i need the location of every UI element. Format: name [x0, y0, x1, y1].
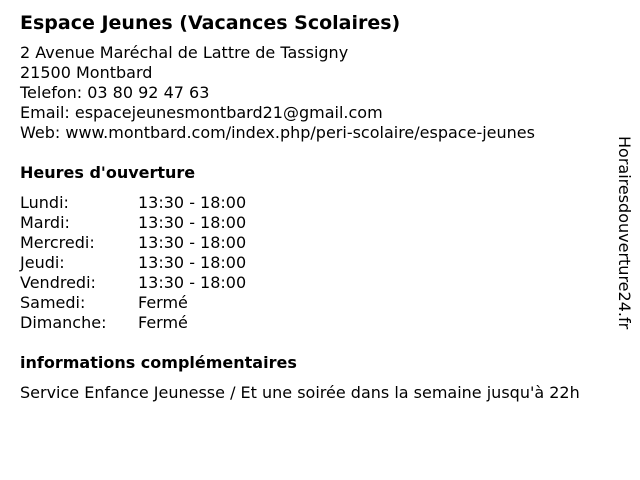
listing-card	[20, 10, 600, 403]
street-address: 2 Avenue Maréchal de Lattre de Tassigny	[20, 43, 349, 62]
hours-row-wednesday	[20, 233, 600, 253]
hours-row-monday	[20, 193, 600, 213]
site-watermark: Horairesdouverture24.fr	[615, 136, 634, 330]
day-label: Jeudi:	[20, 253, 65, 272]
email-address: Email: espacejeunesmontbard21@gmail.com	[20, 103, 383, 122]
page-title: Espace Jeunes (Vacances Scolaires)	[20, 12, 401, 34]
hours-heading: Heures d'ouverture	[20, 163, 196, 182]
hours-row-tuesday	[20, 213, 600, 233]
day-hours: 13:30 - 18:00	[138, 253, 247, 272]
city-postcode: 21500 Montbard	[20, 63, 153, 82]
opening-hours-list	[20, 193, 600, 333]
phone-number: Telefon: 03 80 92 47 63	[20, 83, 210, 102]
day-label: Mercredi:	[20, 233, 95, 252]
day-label: Vendredi:	[20, 273, 96, 292]
day-label: Dimanche:	[20, 313, 107, 332]
info-heading: informations complémentaires	[20, 353, 297, 372]
hours-row-friday	[20, 273, 600, 293]
day-hours: Fermé	[138, 293, 188, 312]
day-hours: 13:30 - 18:00	[138, 233, 247, 252]
day-hours: 13:30 - 18:00	[138, 193, 247, 212]
hours-row-saturday	[20, 293, 600, 313]
day-hours: Fermé	[138, 313, 188, 332]
hours-row-sunday	[20, 313, 600, 333]
day-label: Samedi:	[20, 293, 86, 312]
day-hours: 13:30 - 18:00	[138, 273, 247, 292]
day-hours: 13:30 - 18:00	[138, 213, 247, 232]
website-url: Web: www.montbard.com/index.php/peri-scolaire/espace-jeunes	[20, 123, 535, 142]
hours-row-thursday	[20, 253, 600, 273]
info-text: Service Enfance Jeunesse / Et une soirée dans la semaine jusqu'à 22h	[20, 383, 580, 402]
day-label: Mardi:	[20, 213, 70, 232]
address-block	[20, 43, 600, 143]
day-label: Lundi:	[20, 193, 69, 212]
